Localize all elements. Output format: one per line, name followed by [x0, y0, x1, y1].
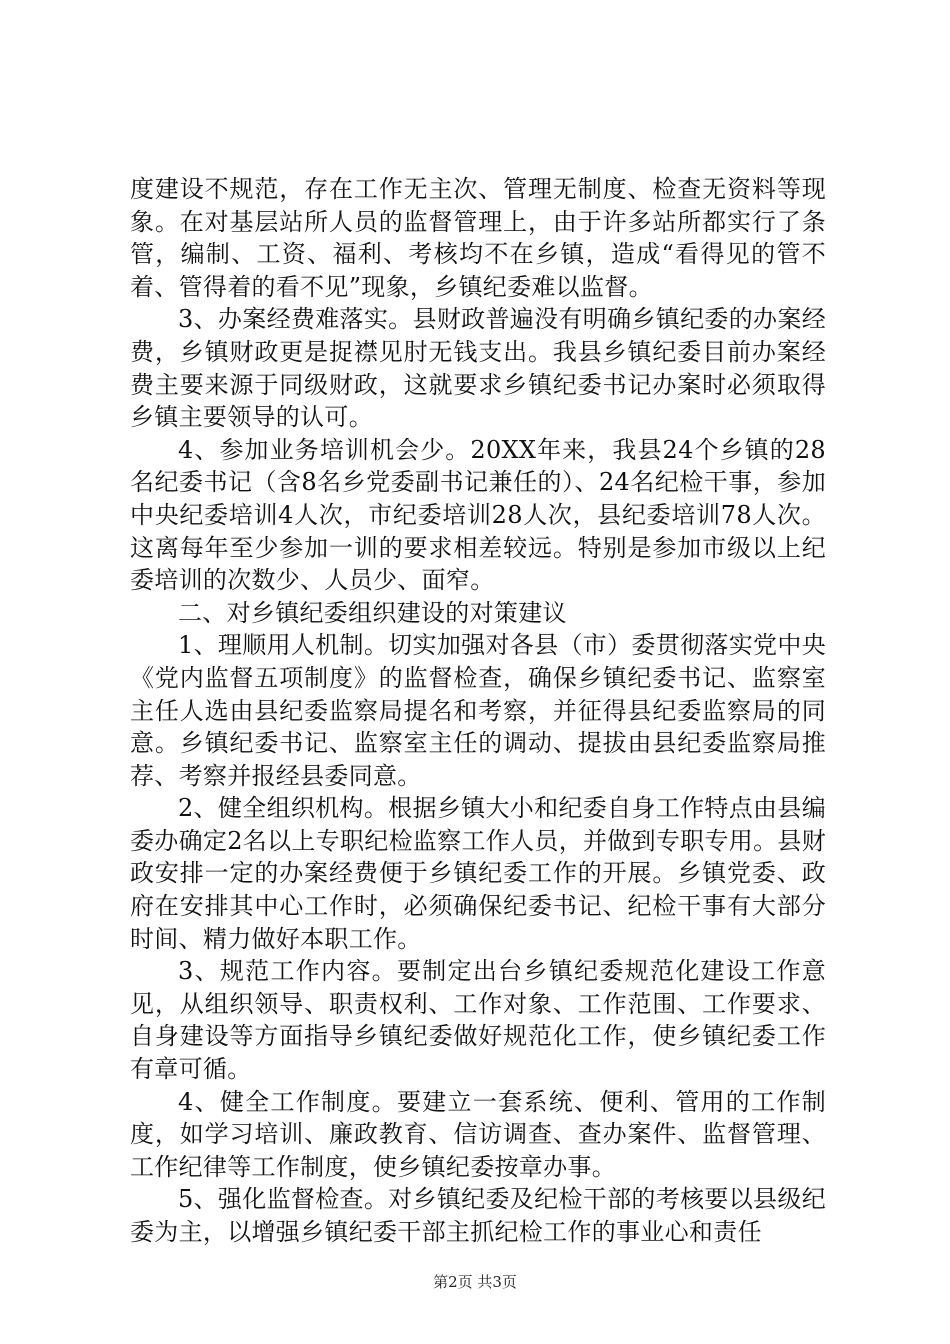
paragraph-item-4-training: 4、参加业务培训机会少。20XX年来，我县24个乡镇的28名纪委书记（含8名乡党委副书记兼任的）、24名纪检干事，参加中央纪委培训4人次，市纪委培训28人次，县纪委培训78人次。这离每年至少参加一训的要求相差较远。特别是参加市级以上纪委培训的次数少、人员少、面窄。 [130, 435, 826, 595]
page-footer: 第2页 共3页 [433, 1273, 517, 1291]
document-body [130, 173, 826, 1249]
paragraph-continuation: 度建设不规范，存在工作无主次、管理无制度、检查无资料等现象。在对基层站所人员的监督管理上，由于许多站所都实行了条管，编制、工资、福利、考核均不在乡镇，造成“看得见的管不着、管得着的看不见”现象，乡镇纪委难以监督。 [130, 175, 826, 301]
section-heading-2: 二、对乡镇纪委组织建设的对策建议 [178, 598, 567, 627]
paragraph-item-3-case-funding: 3、办案经费难落实。县财政普遍没有明确乡镇纪委的办案经费，乡镇财政更是捉襟见肘无钱支出。我县乡镇纪委目前办案经费主要来源于同级财政，这就要求乡镇纪委书记办案时必须取得乡镇主要领导的认可。 [130, 305, 826, 432]
paragraph-item-1-personnel: 1、理顺用人机制。切实加强对各县（市）委贯彻落实党中央《党内监督五项制度》的监督检查，确保乡镇纪委书记、监察室主任人选由县纪委监察局提名和考察，并征得县纪委监察局的同意。乡镇纪委书记、监察室主任的调动、提拔由县纪委监察局推荐、考察并报经县委同意。 [130, 631, 826, 790]
paragraph-item-4-regulations: 4、健全工作制度。要建立一套系统、便利、管用的工作制度，如学习培训、廉政教育、信访调查、查办案件、监督管理、工作纪律等工作制度，使乡镇纪委按章办事。 [130, 1087, 826, 1181]
paragraph-item-5-supervision: 5、强化监督检查。对乡镇纪委及纪检干部的考核要以县级纪委为主，以增强乡镇纪委干部主抓纪检工作的事业心和责任 [130, 1185, 826, 1246]
paragraph-item-3-standardize: 3、规范工作内容。要制定出台乡镇纪委规范化建设工作意见，从组织领导、职责权利、工作对象、工作范围、工作要求、自身建设等方面指导乡镇纪委做好规范化工作，使乡镇纪委工作有章可循。 [130, 957, 826, 1084]
paragraph-item-2-organization: 2、健全组织机构。根据乡镇大小和纪委自身工作特点由县编委办确定2名以上专职纪检监察工作人员，并做到专职专用。县财政安排一定的办案经费便于乡镇纪委工作的开展。乡镇党委、政府在安排其中心工作时，必须确保纪委书记、纪检干事有大部分时间、精力做好本职工作。 [130, 794, 826, 953]
